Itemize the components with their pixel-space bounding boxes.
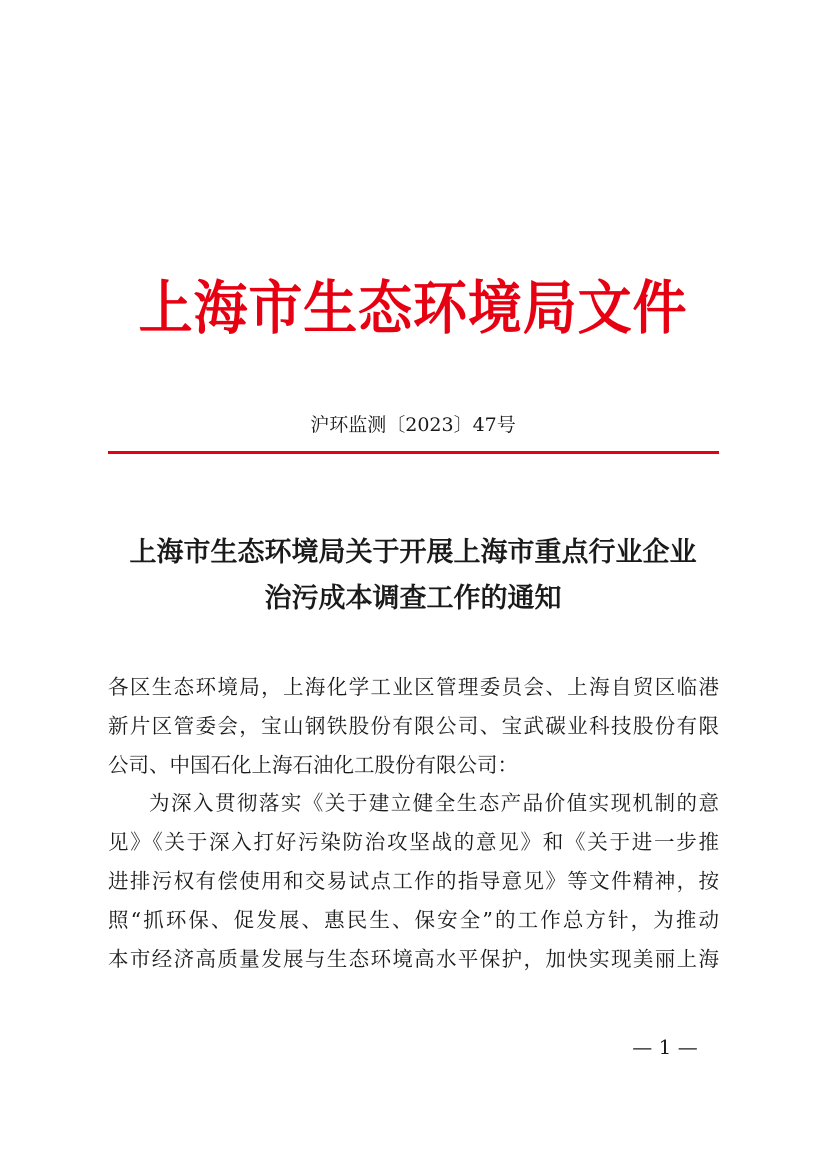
document-body xyxy=(108,668,719,978)
document-title xyxy=(100,530,726,622)
document-number: 沪环监测〔2023〕47号 xyxy=(310,414,516,436)
addressee-line-3: 公司、中国石化上海石油化工股份有限公司： xyxy=(108,752,518,777)
addressee-line-2: 新片区管委会，宝山钢铁股份有限公司、宝武碳业科技股份有限 xyxy=(108,713,719,738)
title-line-1: 上海市生态环境局关于开展上海市重点行业企业 xyxy=(129,537,697,568)
title-line-2: 治污成本调查工作的通知 xyxy=(264,583,562,614)
red-separator-line xyxy=(108,451,719,454)
issuer-header-title: 上海市生态环境局文件 xyxy=(138,274,688,342)
addressee-line-1: 各区生态环境局，上海化学工业区管理委员会、上海自贸区临港 xyxy=(108,675,719,699)
paragraph-line-2: 见》《关于深入打好污染防治攻坚战的意见》和《关于进一步推 xyxy=(108,830,719,855)
paragraph-line-3: 进排污权有偿使用和交易试点工作的指导意见》等文件精神，按 xyxy=(108,868,719,893)
paragraph-line-5: 本市经济高质量发展与生态环境高水平保护，加快实现美丽上海 xyxy=(108,946,719,971)
page-number: — 1 — xyxy=(632,1035,698,1059)
paragraph-line-4: 照“抓环保、促发展、惠民生、保安全”的工作总方针，为推动 xyxy=(108,907,719,932)
paragraph-line-1: 为深入贯彻落实《关于建立健全生态产品价值实现机制的意 xyxy=(149,791,719,816)
